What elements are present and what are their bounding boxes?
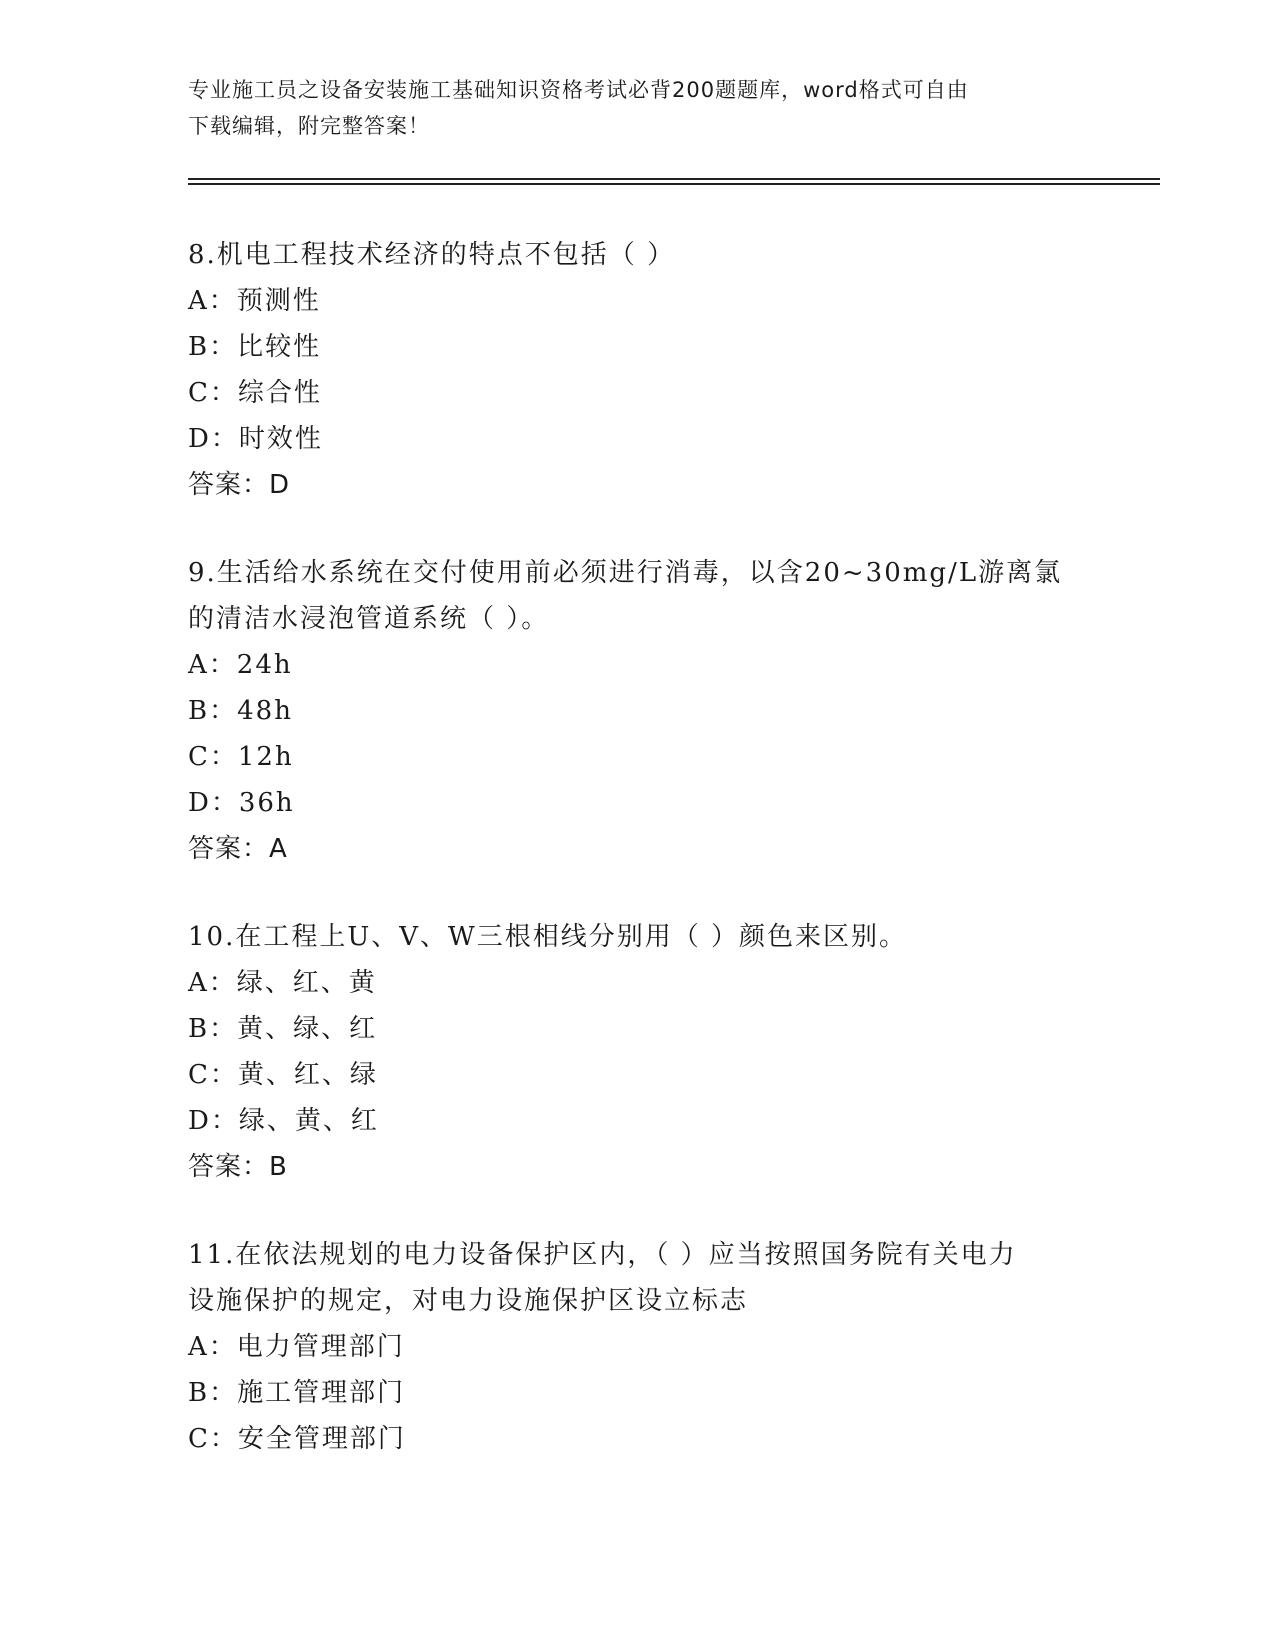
option-b: B：比较性 — [188, 332, 322, 362]
question-8 — [188, 232, 1088, 508]
option-b: B：施工管理部门 — [188, 1378, 406, 1408]
question-text: 10.在工程上U、V、W三根相线分别用（ ）颜色来区别。 — [188, 922, 908, 952]
option-c: C：安全管理部门 — [188, 1424, 406, 1454]
question-text-continued: 的清洁水浸泡管道系统（ ）。 — [188, 604, 550, 634]
question-text: 9.生活给水系统在交付使用前必须进行消毒，以含20~30mg/L游离氯 — [188, 558, 1063, 588]
option-a: A：绿、红、黄 — [188, 968, 377, 998]
question-text-continued: 设施保护的规定，对电力设施保护区设立标志 — [188, 1286, 749, 1316]
option-b: B：48h — [188, 696, 293, 726]
option-a: A：24h — [188, 650, 293, 680]
answer-line: 答案：A — [188, 834, 288, 864]
header-line-1: 专业施工员之设备安装施工基础知识资格考试必背200题题库，word格式可自由 — [188, 78, 969, 102]
question-11 — [188, 1232, 1088, 1462]
option-c: C：12h — [188, 742, 294, 772]
question-9 — [188, 550, 1088, 872]
option-a: A：电力管理部门 — [188, 1332, 405, 1362]
option-c: C：黄、红、绿 — [188, 1060, 378, 1090]
question-list — [188, 232, 1088, 1504]
option-d: D：时效性 — [188, 424, 323, 454]
document-header — [188, 72, 1088, 144]
header-line-2: 下载编辑，附完整答案！ — [188, 114, 430, 138]
answer-line: 答案：D — [188, 470, 291, 500]
answer-line: 答案：B — [188, 1152, 288, 1182]
question-text: 8.机电工程技术经济的特点不包括（ ） — [188, 240, 676, 270]
header-divider-top — [188, 178, 1160, 180]
header-divider-bottom — [188, 183, 1160, 185]
option-b: B：黄、绿、红 — [188, 1014, 378, 1044]
option-a: A：预测性 — [188, 286, 321, 316]
option-d: D：绿、黄、红 — [188, 1106, 379, 1136]
question-text: 11.在依法规划的电力设备保护区内，（ ）应当按照国务院有关电力 — [188, 1240, 1017, 1270]
question-10 — [188, 914, 1088, 1190]
option-c: C：综合性 — [188, 378, 322, 408]
option-d: D：36h — [188, 788, 295, 818]
